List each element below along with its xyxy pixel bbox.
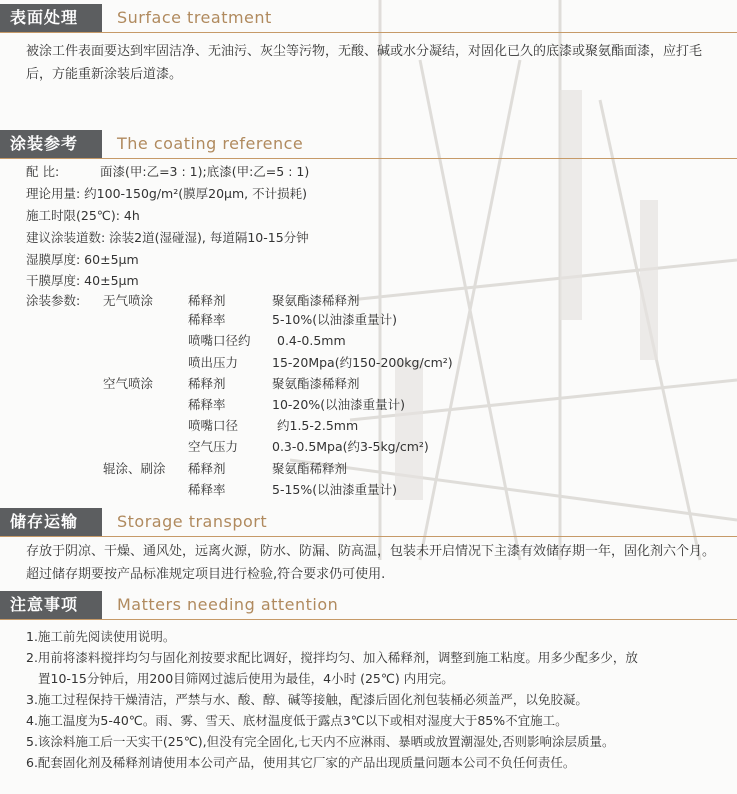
coating-section-header (0, 130, 737, 158)
list-item: 6.配套固化剂及稀释剂请使用本公司产品，使用其它厂家的产品出现质量问题本公司不负任何责任。 (26, 755, 576, 770)
list-item: 4.施工温度为5-40℃。雨、雾、雪天、底材温度低于露点3℃以下或相对湿度大于85%不宜施工。 (26, 713, 568, 728)
list-item: 3.施工过程保持干燥清洁，严禁与水、酸、醇、碱等接触，配漆后固化剂包装桶必须盖严，以免胶凝。 (26, 692, 588, 707)
param-label: 稀释率 (188, 312, 226, 327)
surface-title-cn: 表面处理 (0, 4, 102, 32)
attention-title-en: Matters needing attention (117, 595, 339, 614)
divider (0, 32, 737, 33)
coating-passes: 建议涂装道数: 涂装2道(湿碰湿), 每道隔10-15分钟 (26, 230, 309, 245)
attention-section-header (0, 591, 737, 619)
coating-title-cn: 涂装参考 (0, 130, 102, 158)
method-name: 空气喷涂 (103, 376, 154, 391)
coating-title-en: The coating reference (117, 134, 304, 153)
param-label: 稀释剂 (188, 461, 226, 476)
divider (0, 619, 737, 620)
divider (0, 536, 737, 537)
list-item: 1.施工前先阅读使用说明。 (26, 629, 176, 644)
dry-film-thickness: 干膜厚度: 40±5μm (26, 273, 139, 288)
storage-title-en: Storage transport (117, 512, 268, 531)
storage-text: 存放于阴凉、干燥、通风处，远离火源，防水、防漏、防高温，包装未开启情况下主漆有效储存期一年，固化剂六个月。超过储存期要按产品标准规定项目进行检验,符合要求仍可使用. (26, 544, 716, 582)
surface-text: 被涂工件表面要达到牢固洁净、无油污、灰尘等污物，无酸、碱或水分凝结，对固化已久的底漆或聚氨酯面漆，应打毛后，方能重新涂装后道漆。 (26, 44, 703, 82)
param-label: 空气压力 (188, 439, 239, 454)
storage-title-cn: 储存运输 (0, 508, 102, 536)
param-label: 喷嘴口径约 (188, 333, 251, 348)
list-item: 2.用前将漆料搅拌均匀与固化剂按要求配比调好，搅拌均匀、加入稀释剂，调整到施工粘度。用多少配多少，放 (26, 650, 638, 665)
param-label: 稀释率 (188, 482, 226, 497)
method-name: 辊涂、刷涂 (103, 461, 166, 476)
param-value: 0.4-0.5mm (277, 333, 346, 348)
pot-life: 施工时限(25℃): 4h (26, 208, 140, 223)
param-label: 稀释剂 (188, 293, 226, 308)
param-value: 约1.5-2.5mm (277, 418, 359, 433)
param-value: 5-15%(以油漆重量计) (272, 482, 398, 497)
list-item: 置10-15分钟后，用200目筛网过滤后使用为最佳，4小时 (25℃) 内用完。 (38, 671, 454, 686)
attention-title-cn: 注意事项 (0, 591, 102, 619)
list-item: 5.该涂料施工后一天实干(25℃),但没有完全固化,七天内不应淋雨、暴晒或放置潮湿处,否则影响涂层质量。 (26, 734, 615, 749)
surface-section-header (0, 4, 737, 32)
param-label: 稀释率 (188, 397, 226, 412)
param-label: 喷嘴口径 (188, 418, 239, 433)
param-label: 喷出压力 (188, 355, 239, 370)
wet-film-thickness: 湿膜厚度: 60±5μm (26, 252, 139, 267)
param-value: 10-20%(以油漆重量计) (272, 397, 405, 412)
param-value: 0.3-0.5Mpa(约3-5kg/cm²) (272, 439, 429, 454)
surface-title-en: Surface treatment (117, 8, 272, 27)
param-value: 聚氨酯漆稀释剂 (272, 293, 360, 308)
param-value: 聚氨酯稀释剂 (272, 461, 348, 476)
param-label: 稀释剂 (188, 376, 226, 391)
param-value: 5-10%(以油漆重量计) (272, 312, 398, 327)
ratio-label: 配 比: (26, 164, 60, 179)
param-value: 15-20Mpa(约150-200kg/cm²) (272, 355, 453, 370)
storage-section-header (0, 508, 737, 536)
usage: 理论用量: 约100-150g/m²(膜厚20μm, 不计损耗) (26, 186, 307, 201)
divider (0, 158, 737, 159)
attention-list (26, 626, 726, 773)
params-label: 涂装参数: (26, 293, 81, 308)
ratio-value: 面漆(甲:乙=3 : 1);底漆(甲:乙=5 : 1) (100, 164, 310, 179)
method-name: 无气喷涂 (103, 293, 154, 308)
param-value: 聚氨酯漆稀释剂 (272, 376, 360, 391)
